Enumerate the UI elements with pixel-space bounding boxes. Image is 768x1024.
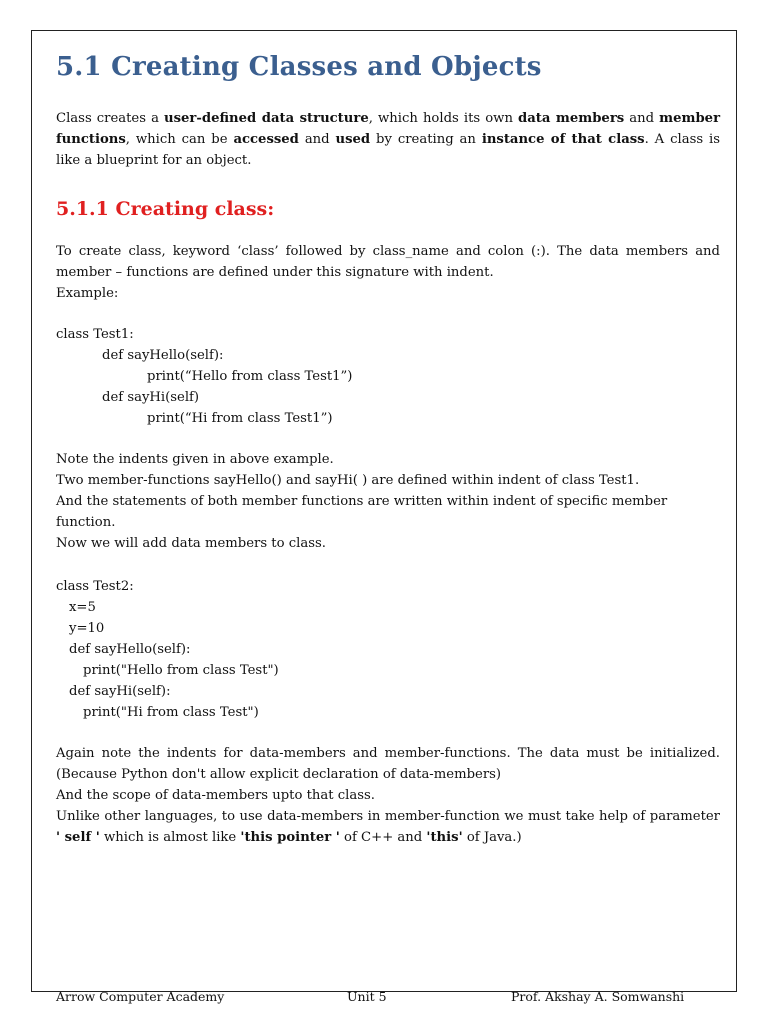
code-example-2	[56, 576, 720, 723]
subsection-heading: 5.1.1 Creating class:	[56, 198, 275, 220]
note-line: And the statements of both member functions are written within indent of specific member function.	[56, 494, 668, 530]
code-line: x=5	[69, 600, 96, 615]
note-line: Now we will add data members to class.	[56, 536, 326, 551]
footer-left: Arrow Computer Academy	[56, 989, 225, 1004]
footer-right: Prof. Akshay A. Somwanshi	[511, 989, 685, 1004]
create-class-paragraph: To create class, keyword ‘class’ followed by class_name and colon (:). The data members and member – functions are defined under this signature with indent.	[56, 244, 720, 280]
note-line: And the scope of data-members upto that class.	[56, 788, 375, 803]
notes-block-1	[56, 449, 720, 554]
code-line: def sayHello(self):	[69, 642, 191, 657]
code-line: class Test1:	[56, 327, 134, 342]
code-line: print("Hello from class Test")	[83, 663, 279, 678]
intro-paragraph: Class creates a user-defined data structure, which holds its own data members and member functions, which can be accessed and used by creating an instance of that class. A class is like a blueprint for an object.	[56, 111, 721, 168]
code-line: class Test2:	[56, 579, 134, 594]
note-line: Again note the indents for data-members and member-functions. The data must be initialized. (Because Python don't allow explicit declaration of data-members)	[56, 746, 720, 782]
example-label: Example:	[56, 286, 119, 301]
page-footer	[56, 989, 720, 1009]
note-line: Note the indents given in above example.	[56, 452, 334, 467]
code-line: y=10	[69, 621, 105, 636]
code-line: print(“Hi from class Test1”)	[147, 411, 333, 426]
section-heading: 5.1 Creating Classes and Objects	[56, 52, 542, 82]
code-line: def sayHi(self):	[69, 684, 171, 699]
note-line: Unlike other languages, to use data-members in member-function we must take help of parameter ' self ' which is almost like 'this pointer ' of C++ and 'this' of Java.)	[56, 809, 720, 845]
code-line: print(“Hello from class Test1”)	[147, 369, 353, 384]
code-line: def sayHello(self):	[102, 348, 224, 363]
code-example-1	[56, 324, 720, 429]
page-content	[56, 52, 720, 848]
note-line: Two member-functions sayHello() and sayHi( ) are defined within indent of class Test1.	[56, 473, 640, 488]
code-line: def sayHi(self)	[102, 390, 200, 405]
code-line: print("Hi from class Test")	[83, 705, 259, 720]
notes-block-2	[56, 743, 720, 848]
footer-center: Unit 5	[347, 989, 387, 1004]
